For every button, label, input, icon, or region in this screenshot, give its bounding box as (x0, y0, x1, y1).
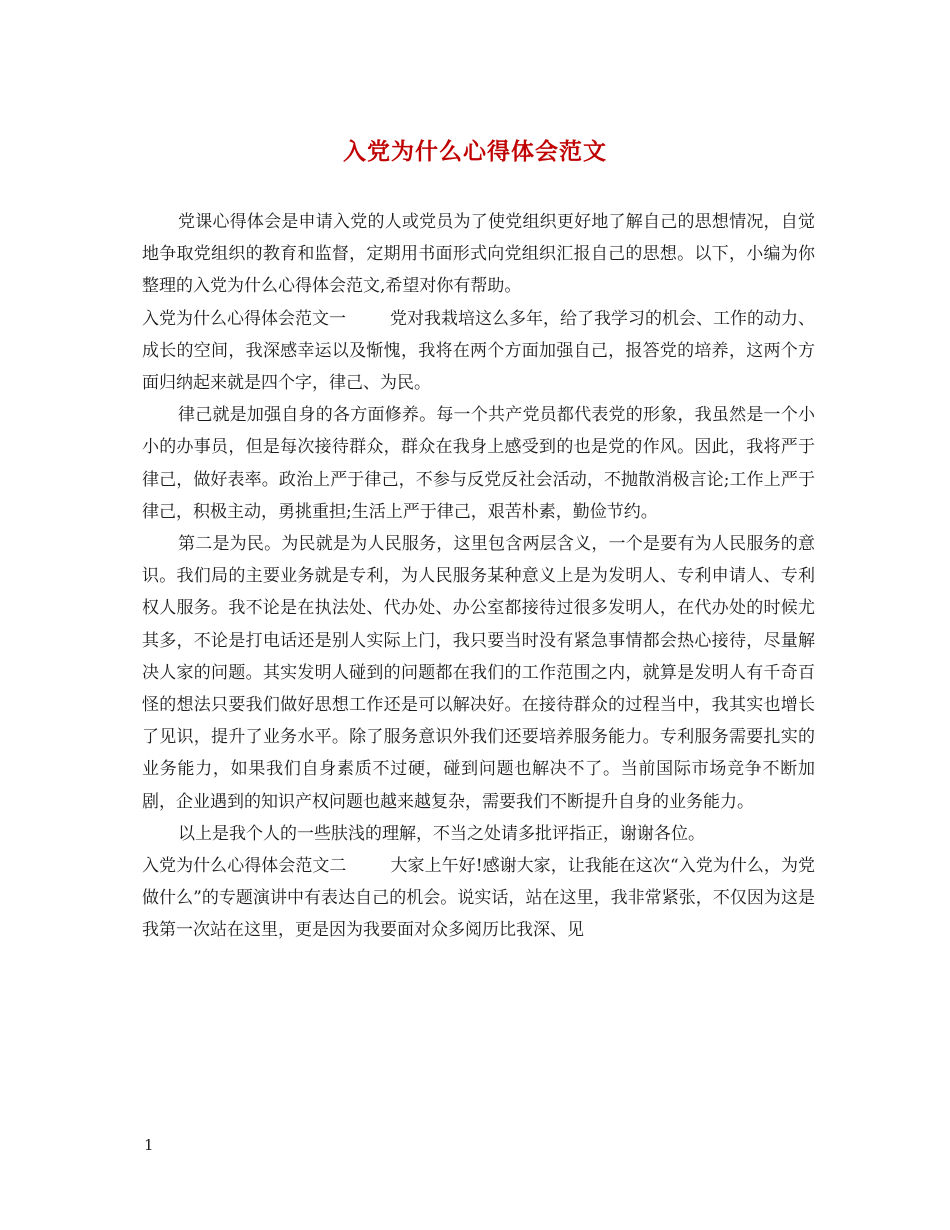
paragraph-intro: 党课心得体会是申请入党的人或党员为了使党组织更好地了解自己的思想情况，自觉地争取党组织的教育和监督，定期用书面形式向党组织汇报自己的思想。以下，小编为你整理的入党为什么心得体会范文,希望对你有帮助。 (142, 212, 815, 297)
paragraph-sample-two (142, 850, 815, 947)
sample-one-text: 党对我栽培这么多年，给了我学习的机会、工作的动力、成长的空间，我深感幸运以及惭愧，我将在两个方面加强自己，报答党的培养，这两个方面归纳起来就是四个字，律己、为民。 (142, 308, 815, 394)
page-number: 1 (144, 1136, 154, 1154)
document-title: 入党为什么心得体会范文 (343, 138, 607, 165)
paragraph-sample-one (142, 303, 815, 400)
document-body (142, 206, 815, 947)
sample-two-heading: 入党为什么心得体会范文二 (142, 856, 347, 877)
sample-two-text: 大家上午好!感谢大家，让我能在这次“入党为什么，为党做什么”的专题演讲中有表达自己的机会。说实话，站在这里，我非常紧张，不仅因为这是我第一次站在这里，更是因为我要面对众多阅历比我深、见 (142, 856, 815, 941)
sample-one-heading: 入党为什么心得体会范文一 (142, 308, 346, 329)
paragraph-self-discipline: 律己就是加强自身的各方面修养。每一个共产党员都代表党的形象，我虽然是一个小小的办事员，但是每次接待群众，群众在我身上感受到的也是党的作风。因此，我将严于律己，做好表率。政治上严于律己，不参与反党反社会活动，不抛散消极言论;工作上严于律己，积极主动，勇挑重担;生活上严于律己，艰苦朴素，勤俭节约。 (142, 405, 815, 522)
paragraph-serve-people: 第二是为民。为民就是为人民服务，这里包含两层含义，一个是要有为人民服务的意识。我们局的主要业务就是专利，为人民服务某种意义上是为发明人、专利申请人、专利权人服务。我不论是在执法处、代办处、办公室都接待过很多发明人，在代办处的时候尤其多，不论是打电话还是别人实际上门，我只要当时没有紧急事情都会热心接待，尽量解决人家的问题。其实发明人碰到的问题都在我们的工作范围之内，就算是发明人有千奇百怪的想法只要我们做好思想工作还是可以解决好。在接待群众的过程当中，我其实也增长了见识，提升了业务水平。除了服务意识外我们还要培养服务能力。专利服务需要扎实的业务能力，如果我们自身素质不过硬，碰到问题也解决不了。当前国际市场竞争不断加剧，企业遇到的知识产权问题也越来越复杂，需要我们不断提升自身的业务能力。 (142, 534, 815, 812)
paragraph-closing: 以上是我个人的一些肤浅的理解，不当之处请多批评指正，谢谢各位。 (178, 823, 705, 844)
